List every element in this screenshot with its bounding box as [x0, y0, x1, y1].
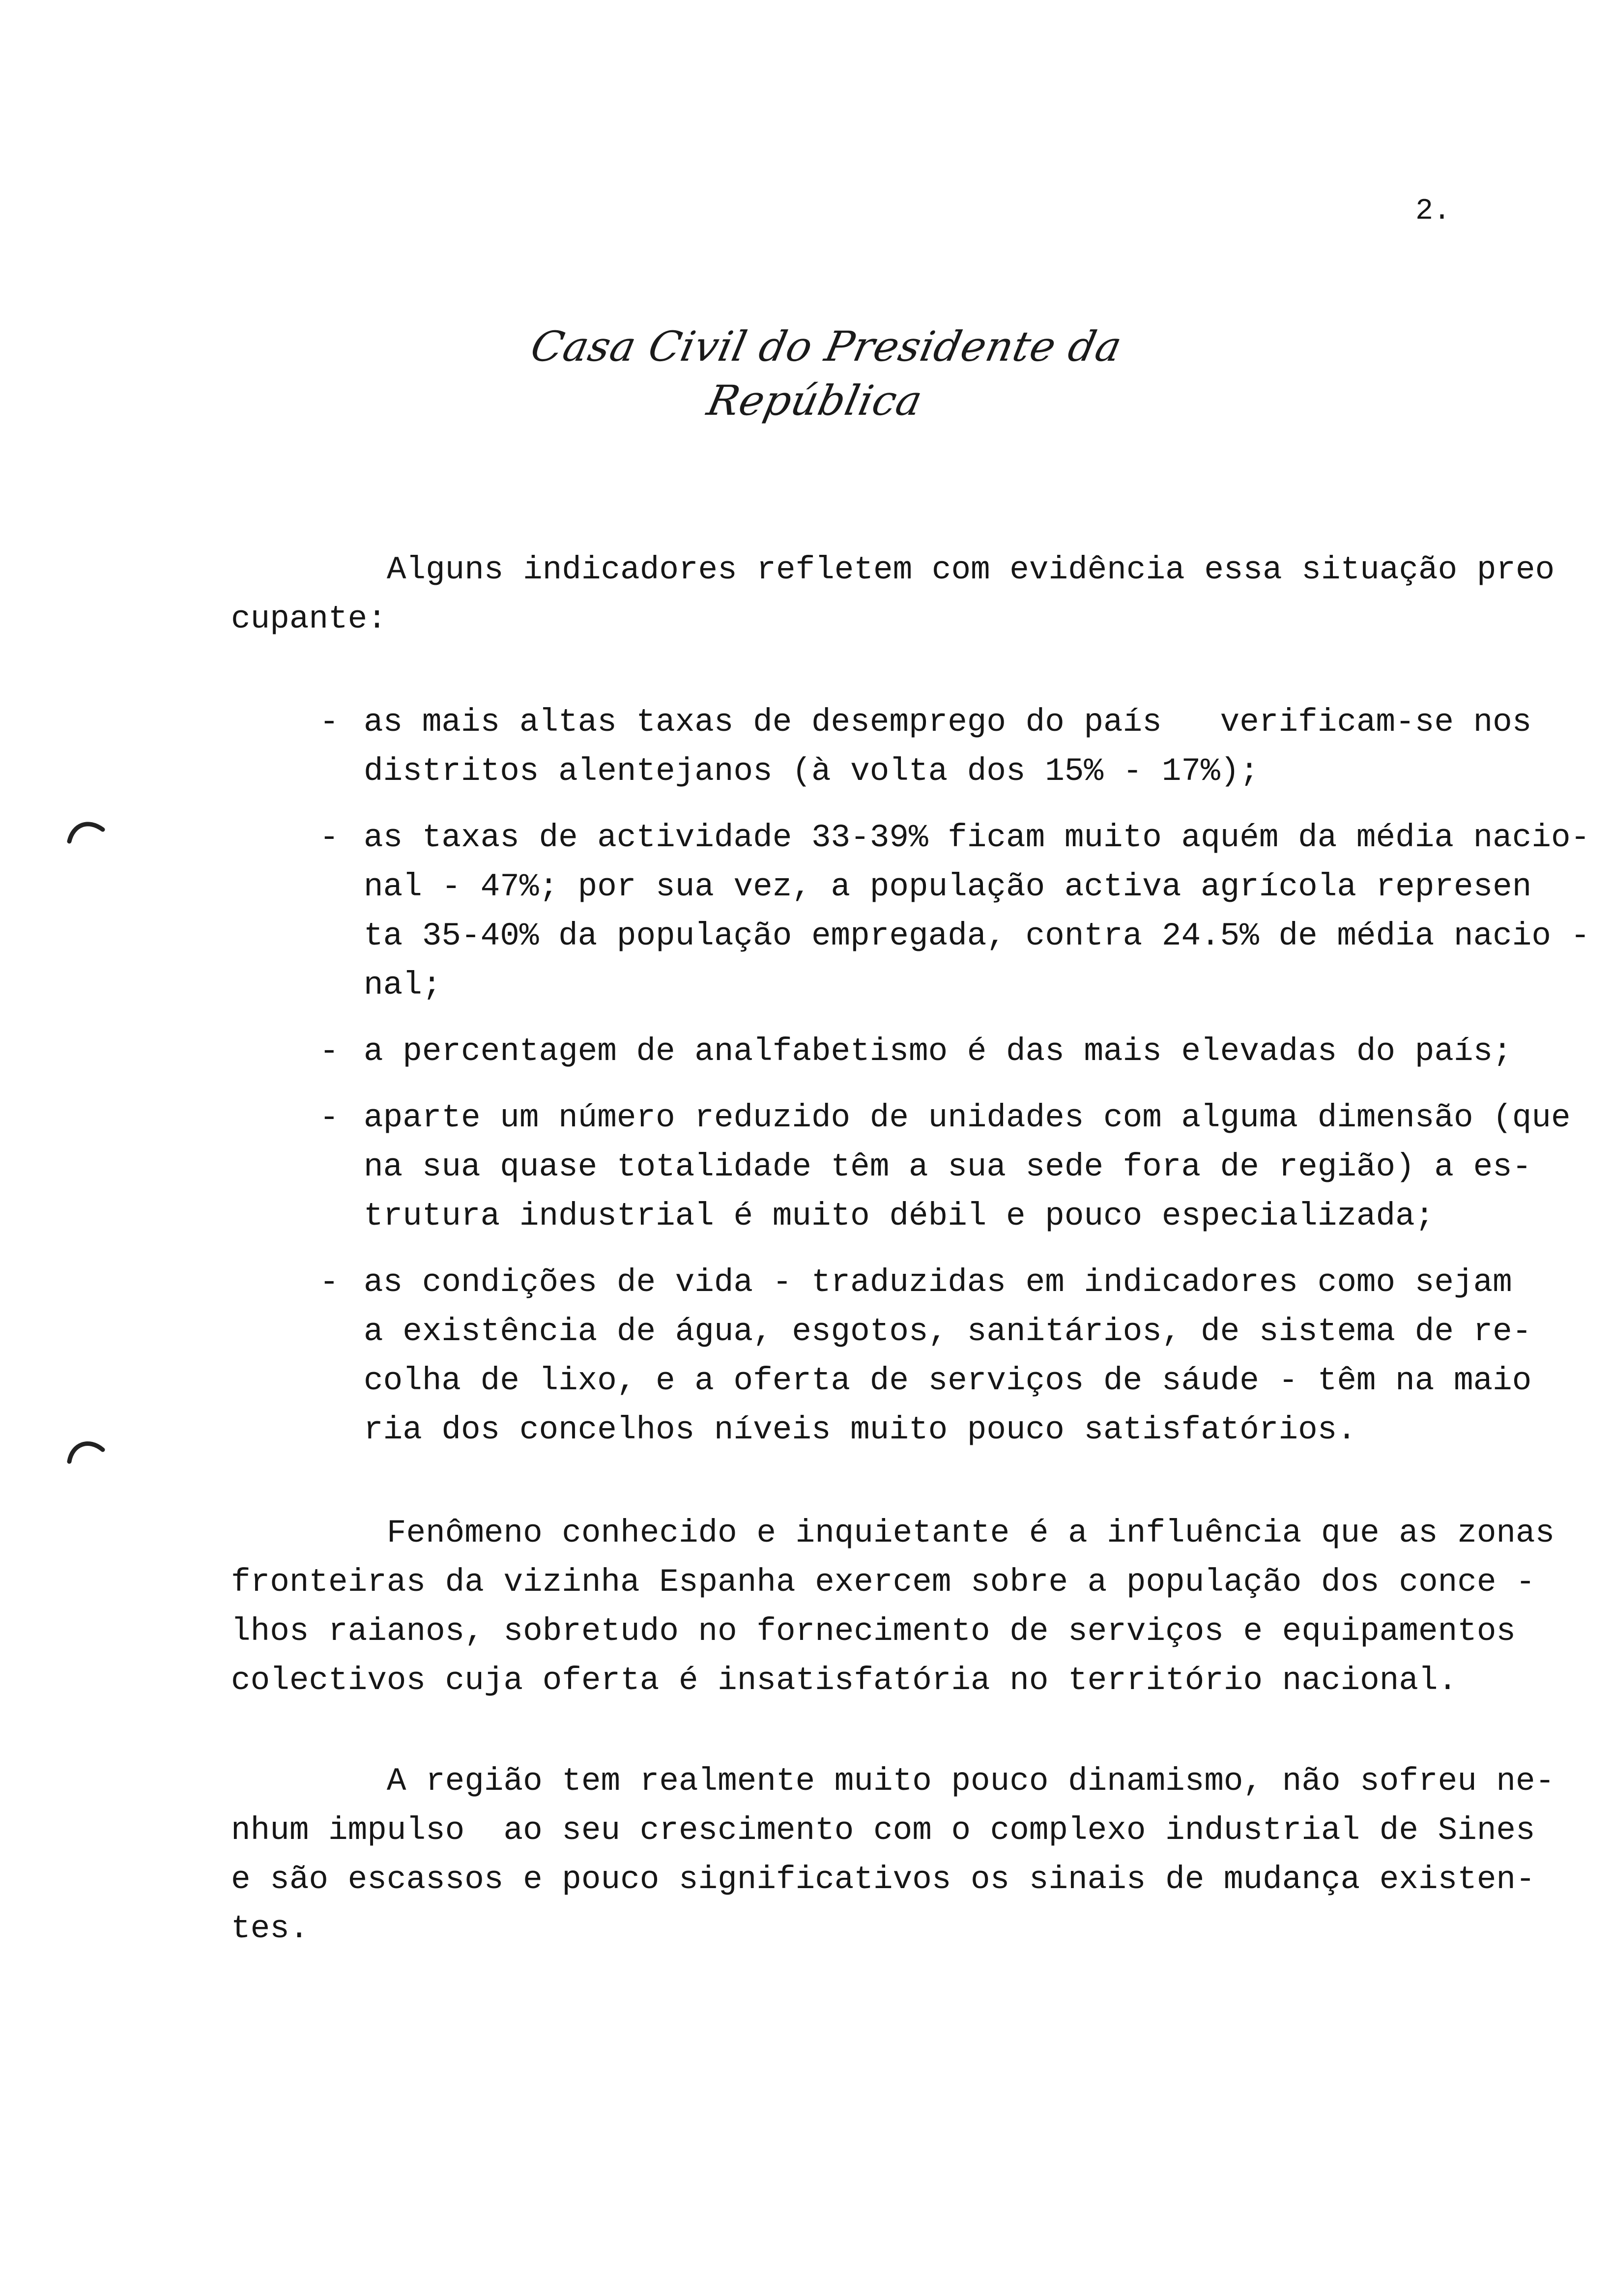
- list-bullet-dash: -: [319, 819, 339, 856]
- intro-paragraph: Alguns indicadores refletem com evidência essa situação preo cupante:: [231, 551, 1555, 637]
- list-item-text: aparte um número reduzido de unidades com alguma dimensão (que na sua quase totalidade têm a sua sede fora de região) a es- trutura industrial é muito débil e pouco especializada;: [364, 1099, 1571, 1234]
- list-bullet-dash: -: [319, 1033, 339, 1070]
- binder-hole-mark-icon: [66, 1435, 106, 1464]
- binder-hole-mark-icon: [66, 816, 106, 845]
- list-bullet-dash: -: [319, 704, 339, 741]
- paragraph-spain-influence: Fenômeno conhecido e inquietante é a influência que as zonas fronteiras da vizinha Espanha exercem sobre a população dos conce - lhos raianos, sobretudo no fornecimento de serviços e equipamentos colectivos cuja oferta é insatisfatória no território nacional.: [231, 1515, 1555, 1699]
- paragraph-region-dynamism: A região tem realmente muito pouco dinamismo, não sofreu ne- nhum impulso ao seu crescimento com o complexo industrial de Sines e são escassos e pouco significativos os sinais de mudança existen- tes.: [231, 1763, 1555, 1947]
- list-item-text: as condições de vida - traduzidas em indicadores como sejam a existência de água, esgotos, sanitários, de sistema de re- colha de lixo, e a oferta de serviços de sáude - têm na maio ria dos concelhos níveis muito pouco satisfatórios.: [364, 1264, 1532, 1448]
- letterhead: Casa Civil do Presidente da República: [526, 322, 1126, 425]
- list-item-text: a percentagem de analfabetismo é das mais elevadas do país;: [364, 1033, 1512, 1070]
- list-item-text: as taxas de actividade 33-39% ficam muito aquém da média nacio- nal - 47%; por sua vez, a população activa agrícola represen ta 35-40% da população empregada, contra 24.5% de média nacio - nal;: [364, 819, 1590, 1004]
- page-number: 2.: [1415, 195, 1451, 228]
- list-bullet-dash: -: [319, 1099, 339, 1136]
- list-bullet-dash: -: [319, 1264, 339, 1301]
- list-item-text: as mais altas taxas de desemprego do país verificam-se nos distritos alentejanos (à volta dos 15% - 17%);: [364, 704, 1532, 790]
